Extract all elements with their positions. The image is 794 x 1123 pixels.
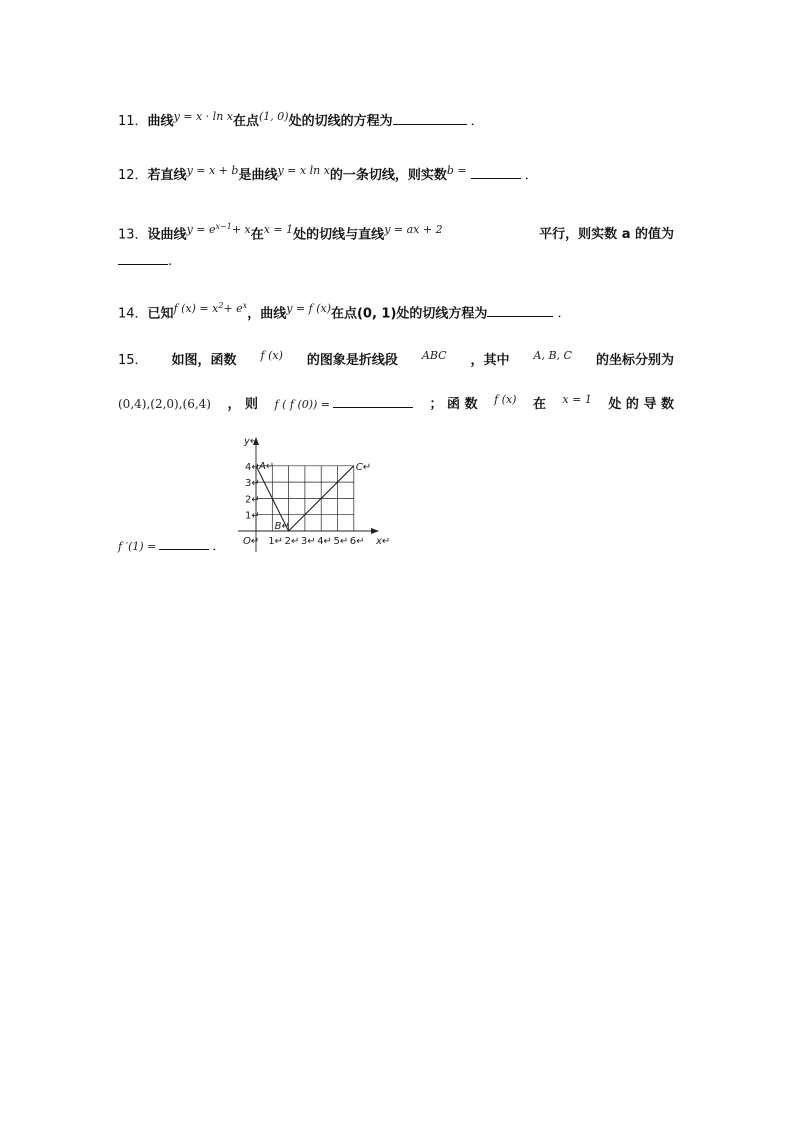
point-label: B↵ xyxy=(274,521,290,532)
x-axis-label: x↵ xyxy=(376,536,391,547)
problem-text: 设曲线 xyxy=(147,227,187,243)
problem-text: 已知 xyxy=(147,306,174,322)
period: ． xyxy=(212,539,226,554)
math-expression: f ( f (0)) = xyxy=(274,398,331,411)
answer-blank[interactable] xyxy=(471,166,521,179)
answer-blank[interactable] xyxy=(487,304,553,317)
problem-14 xyxy=(118,301,570,323)
x-tick-label: 4↵ xyxy=(317,536,332,547)
y-axis-label: y↵ xyxy=(244,436,259,447)
point-label: A↵ xyxy=(259,460,275,472)
problem-text: 在点(0, 1)处的切线方程为 xyxy=(330,306,488,322)
problem-text: 在 xyxy=(250,227,264,243)
problem-text: 的图象是折线段 xyxy=(306,353,398,368)
period: ． xyxy=(524,168,538,183)
y-tick-label: 4↵ xyxy=(245,461,260,473)
math-exponent: x xyxy=(242,301,248,310)
problem-text: 曲线 xyxy=(147,114,174,129)
x-tick-label: 2↵ xyxy=(284,536,300,547)
period: ． xyxy=(557,306,571,322)
answer-blank[interactable] xyxy=(118,252,168,265)
math-expression: ABC xyxy=(421,349,447,362)
problem-13 xyxy=(118,222,674,244)
problem-13-continued xyxy=(118,252,172,271)
problem-text: 处的切线与直线 xyxy=(293,227,385,243)
problem-text: 的坐标分别为 xyxy=(595,353,674,368)
x-tick-label: 5↵ xyxy=(333,536,349,547)
problem-13-start xyxy=(118,222,443,244)
period: ． xyxy=(470,114,484,129)
problem-text: ， 则 xyxy=(227,397,259,412)
problem-text: 在 xyxy=(532,397,546,412)
function-graph xyxy=(236,434,391,554)
math-expression: A, B, C xyxy=(533,349,572,362)
y-tick-label: 3↵ xyxy=(245,478,260,490)
answer-blank[interactable] xyxy=(393,112,467,125)
math-expression: y = x ln x xyxy=(277,164,330,177)
problem-number: 14． xyxy=(118,306,148,322)
math-expression: x = 1 xyxy=(263,223,294,237)
graph-labels xyxy=(243,436,390,547)
math-expression: y = x + b xyxy=(186,164,239,177)
math-expression: f (x) = x xyxy=(173,302,219,316)
problem-text: 平行，则实数 a 的值为 xyxy=(539,227,674,243)
graph-grid xyxy=(256,466,354,531)
math-expression: (1, 0) xyxy=(259,110,289,123)
x-tick-label: 6↵ xyxy=(349,536,365,547)
math-expression: y = e xyxy=(186,223,216,237)
math-exponent: x−1 xyxy=(215,222,232,231)
math-expression: y = f (x) xyxy=(286,302,331,316)
problem-text: ； 函 数 xyxy=(429,397,478,412)
problem-text: 处 的 导 数 xyxy=(608,397,674,412)
problem-number: 11． xyxy=(118,114,148,129)
problem-text: 的一条切线，则实数 xyxy=(329,168,447,183)
math-expression: + x xyxy=(231,223,251,237)
origin-label: O↵ xyxy=(243,536,260,547)
y-tick-label: 1↵ xyxy=(245,510,260,522)
problem-11 xyxy=(118,112,484,131)
math-expression: y = ax + 2 xyxy=(384,223,443,237)
problem-15-line-2 xyxy=(118,395,674,414)
point-label: C↵ xyxy=(355,461,372,473)
problem-text: 在点 xyxy=(232,114,259,129)
x-tick-label: 3↵ xyxy=(300,536,316,547)
math-expression: x = 1 xyxy=(562,393,592,406)
problem-number: 15． xyxy=(118,353,148,368)
math-expression: f ′(1) = xyxy=(118,540,157,553)
math-expression: f (x) xyxy=(260,349,283,362)
x-tick-label: 1↵ xyxy=(268,536,284,547)
problem-15 xyxy=(118,349,674,370)
period: . xyxy=(168,254,173,269)
problem-15-line-3 xyxy=(118,537,225,556)
math-expression: b = xyxy=(446,164,467,177)
math-expression: + e xyxy=(223,302,243,316)
problem-text: 是曲线 xyxy=(238,168,278,183)
math-expression: f (x) xyxy=(494,393,517,406)
problem-number: 12． xyxy=(118,168,148,183)
x-axis-arrow xyxy=(371,528,379,534)
problem-text: 若直线 xyxy=(147,168,187,183)
problem-text: 处的切线的方程为 xyxy=(288,114,393,129)
point-coordinates: (0,4),(2,0),(6,4) xyxy=(118,397,211,411)
answer-blank[interactable] xyxy=(159,537,209,550)
math-exponent: 2 xyxy=(218,301,224,310)
math-expression: y = x · ln x xyxy=(173,110,233,123)
problem-number: 13． xyxy=(118,227,148,243)
math-with-blank xyxy=(275,395,414,414)
y-tick-label: 2↵ xyxy=(245,494,260,506)
problem-text: ，曲线 xyxy=(247,306,287,322)
problem-text: 如图，函数 xyxy=(171,353,237,368)
problem-12 xyxy=(118,166,538,185)
answer-blank[interactable] xyxy=(333,395,413,408)
problem-text: ，其中 xyxy=(470,353,510,368)
